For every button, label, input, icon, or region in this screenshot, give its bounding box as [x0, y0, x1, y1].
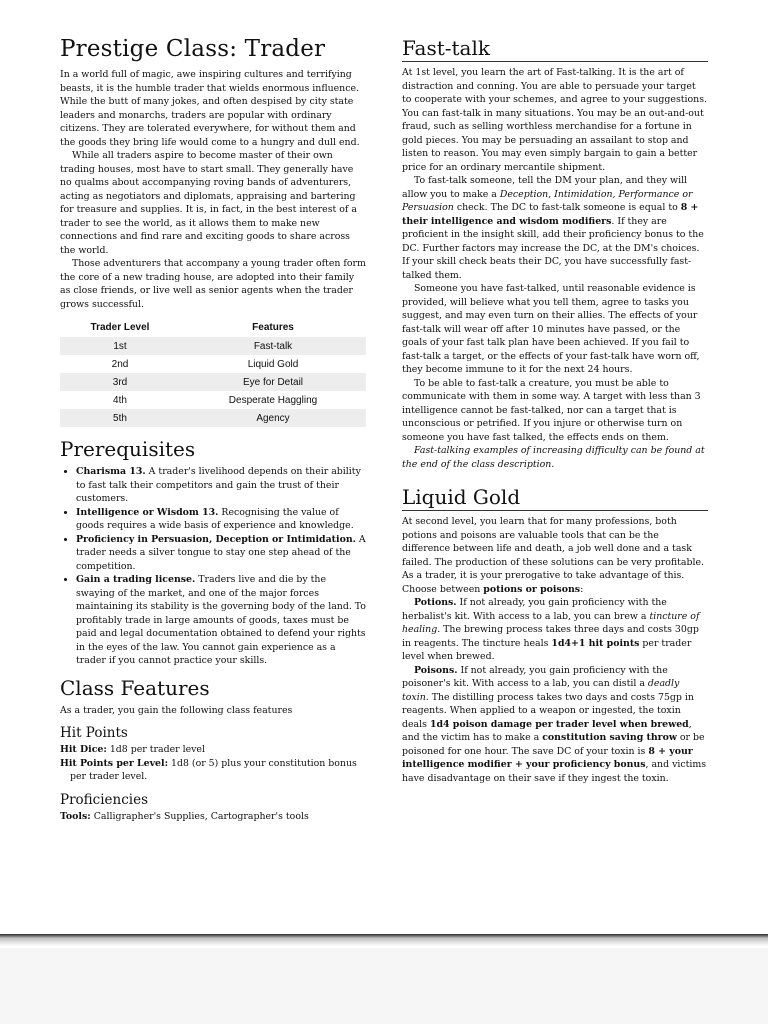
level-cell: 2nd [111, 358, 129, 370]
heal-amount: 1d4+1 hit points [551, 637, 640, 649]
list-item [76, 533, 366, 574]
list-item [76, 506, 366, 533]
text-run: , and victims have disadvantage on their save if they ingest the toxin. [402, 759, 707, 784]
prereq-label: Proficiency in Persuasion, Deception or Intimidation. [76, 533, 356, 545]
level-cell: 3rd [60, 373, 180, 391]
text-run: check. The DC to fast-talk someone is equal to [453, 202, 681, 213]
intro-paragraph-1: In a world full of magic, awe inspiring cultures and terrifying beasts, it is the humble trader that wields enormous influence. While the butt of many jokes, and often despised by city state leaders and monarchs, traders are popular with ordinary citizens. They are tolerated everywhere, for without them and the goods they bring life would come to a hungry and dull end. [60, 69, 360, 148]
class-features-heading: Class Features [60, 675, 210, 700]
tools-text: Calligrapher's Supplies, Cartographer's tools [90, 810, 309, 822]
hp-per-level-line [60, 757, 366, 784]
feature-cell: Agency [180, 409, 366, 427]
hit-dice-label: Hit Dice: [60, 744, 107, 755]
trader-level-table [60, 319, 366, 427]
text-run: . The distilling process takes two days and costs 75gp in reagents. When applied to a weapon or ingested, the toxin deals [402, 691, 694, 730]
hp-per-level-text: 1d8 (or 5) plus your constitution bonus per trader level. [70, 757, 357, 782]
list-item [76, 465, 366, 506]
prereq-label: Intelligence or Wisdom 13. [76, 506, 219, 518]
prereq-label: Charisma 13. [76, 466, 146, 477]
text-run: : [580, 583, 584, 595]
text-run: To fast-talk someone, tell the DM your plan, and they will allow you to make a [402, 175, 688, 200]
fast-talk-heading: Fast-talk [402, 36, 708, 62]
table-row [60, 337, 366, 355]
level-cell: 4th [113, 394, 127, 406]
liquid-gold-heading: Liquid Gold [402, 485, 708, 511]
toxin-italic: deadly toxin [402, 678, 680, 703]
text-run: . The brewing process takes three days and costs 30gp in reagents. The tincture heals [402, 624, 699, 649]
level-cell: 5th [60, 409, 180, 427]
text-run: . If they are proficient in the insight skill, add their proficiency bonus to the DC. Further factors may increase the DC, at the DM's choices. If your skill check beats their DC, you have successfully fast-talked them. [402, 215, 704, 281]
tools-line [60, 810, 366, 824]
text-run: At second level, you learn that for many professions, both potions and poisons are valuable tools that can be the difference between life and death, a job well done and a task failed. The production of these solutions can be very profitable. As a trader, it is your prerogative to take advantage of this. Choose between [402, 516, 705, 595]
prereq-text: Traders live and die by the swaying of the market, and one of the major forces maintaining its stability is the governing body of the land. To profitably trade in large amounts of goods, taxes must be paid and legal documentation obtained to defend your rights in the eyes of the law. You cannot gain experience as a trader if you cannot practice your skills. [76, 574, 366, 666]
prereq-text: Recognising the value of goods requires a wide basis of experience and knowledge. [76, 506, 354, 531]
liquid-gold-paragraph-1 [402, 515, 708, 596]
hit-dice-line [60, 743, 366, 757]
class-features-intro: As a trader, you gain the following class features [60, 704, 293, 716]
feature-cell: Liquid Gold [247, 358, 299, 370]
text-run: per trader level when brewed. [402, 637, 692, 662]
column-header-level: Trader Level [90, 322, 150, 333]
table-row [60, 391, 366, 409]
fast-talk-paragraph-3: Someone you have fast-talked, until reasonable evidence is provided, will believe what you tell them, agree to tasks you suggest, and may even turn on their allies. The effects of your fast-talk will wear off after 10 minutes have passed, or the goals of your fast talk plan have been achieved. If you fail to fast-talk a target, or the effects of your fast-talk have worn off, they become immune to it for the next 24 hours. [402, 283, 700, 375]
hit-points-heading: Hit Points [60, 725, 128, 741]
level-cell: 1st [60, 337, 180, 355]
fast-talk-paragraph-2 [402, 174, 708, 282]
intro-paragraph-3: Those adventurers that accompany a young trader often form the core of a new trading house, are adopted into their family as close friends, or live well as senior agents when the trader grows successful. [60, 258, 366, 310]
fast-talk-paragraph-1: At 1st level, you learn the art of Fast-talking. It is the art of distraction and conning. You are able to persuade your target to cooperate with your schemes, and agree to your suggestions. You can fast-talk in many situations. You may be an out-and-out fraud, such as selling worthless merchandise for a fortune in gold pieces. You may be persuading an assailant to stop and listen to reason. You may even simply bargain to gain a better price for an ordinary mercantile shipment. [402, 67, 707, 173]
page-title: Prestige Class: Trader [60, 36, 326, 62]
left-column [60, 34, 366, 823]
feature-cell: Fast-talk [180, 337, 366, 355]
intro-paragraph-2: While all traders aspire to become master of their own trading houses, most have to start small. They generally have no qualms about accompanying roving bands of adventurers, acting as negotiators and diplomats, appraising and bartering for treasure and supplies. It is, in fact, in the best interest of a trader to see the world, as it allows them to make new connections and find rare and exciting goods to share across the world. [60, 150, 357, 256]
text-run: If not already, you gain proficiency with the herbalist's kit. With access to a lab, you can brew a [402, 597, 667, 622]
dc-formula: 8 + their intelligence and wisdom modifiers [402, 202, 699, 227]
tools-label: Tools: [60, 810, 91, 822]
skills-italic: Deception, Intimidation, Performance or Persuasion [402, 188, 693, 213]
proficiencies-heading: Proficiencies [60, 791, 149, 808]
saving-throw: constitution saving throw [542, 732, 677, 743]
potions-label: Potions. [414, 597, 457, 608]
hit-dice-text: 1d8 per trader level [106, 744, 205, 755]
hp-per-level-label: Hit Points per Level: [60, 757, 169, 769]
prereq-text: A trader needs a silver tongue to stay one step ahead of the competition. [76, 533, 366, 572]
text-run: If not already, you gain proficiency with the poisoner's kit. With access to a lab, you can distil a [402, 664, 668, 689]
poisons-paragraph [402, 664, 708, 786]
list-item [76, 573, 366, 668]
choice-bold: potions or poisons [483, 583, 581, 595]
prerequisites-heading: Prerequisites [60, 437, 196, 461]
save-dc-formula: 8 + your intelligence modifier + your proficiency bonus [402, 745, 693, 770]
damage-amount: 1d4 poison damage per trader level when brewed [429, 718, 689, 730]
fast-talk-paragraph-4: To be able to fast-talk a creature, you must be able to communicate with them in some way. A target with less than 3 intelligence cannot be fast-talked, nor can a target that is unconscious or petrified. If you injure or otherwise turn on someone you have fast talked, the effects ends on them. [402, 377, 701, 443]
prerequisites-list [60, 465, 366, 668]
feature-cell: Eye for Detail [180, 373, 366, 391]
poisons-label: Poisons. [414, 664, 458, 676]
feature-cell: Desperate Haggling [228, 394, 318, 406]
table-row [60, 409, 366, 427]
prereq-label: Gain a trading license. [76, 574, 196, 585]
column-header-features: Features [252, 322, 294, 333]
page-bottom-shadow [0, 934, 768, 948]
fast-talk-examples-note: Fast-talking examples of increasing difficulty can be found at the end of the class description. [402, 445, 705, 470]
prereq-text: A trader's livelihood depends on their ability to fast talk their competitors and gain the trust of their customers. [76, 466, 361, 504]
tincture-italic: tincture of healing [402, 610, 700, 635]
potions-paragraph [402, 596, 708, 664]
viewer-background [0, 948, 768, 1024]
right-column [402, 34, 708, 785]
text-run: , and the victim has to make a [402, 718, 692, 743]
table-header-row [60, 319, 366, 337]
text-run: or be poisoned for one hour. The save DC of your toxin is [402, 732, 705, 757]
table-row [60, 355, 366, 373]
table-row [60, 373, 366, 391]
